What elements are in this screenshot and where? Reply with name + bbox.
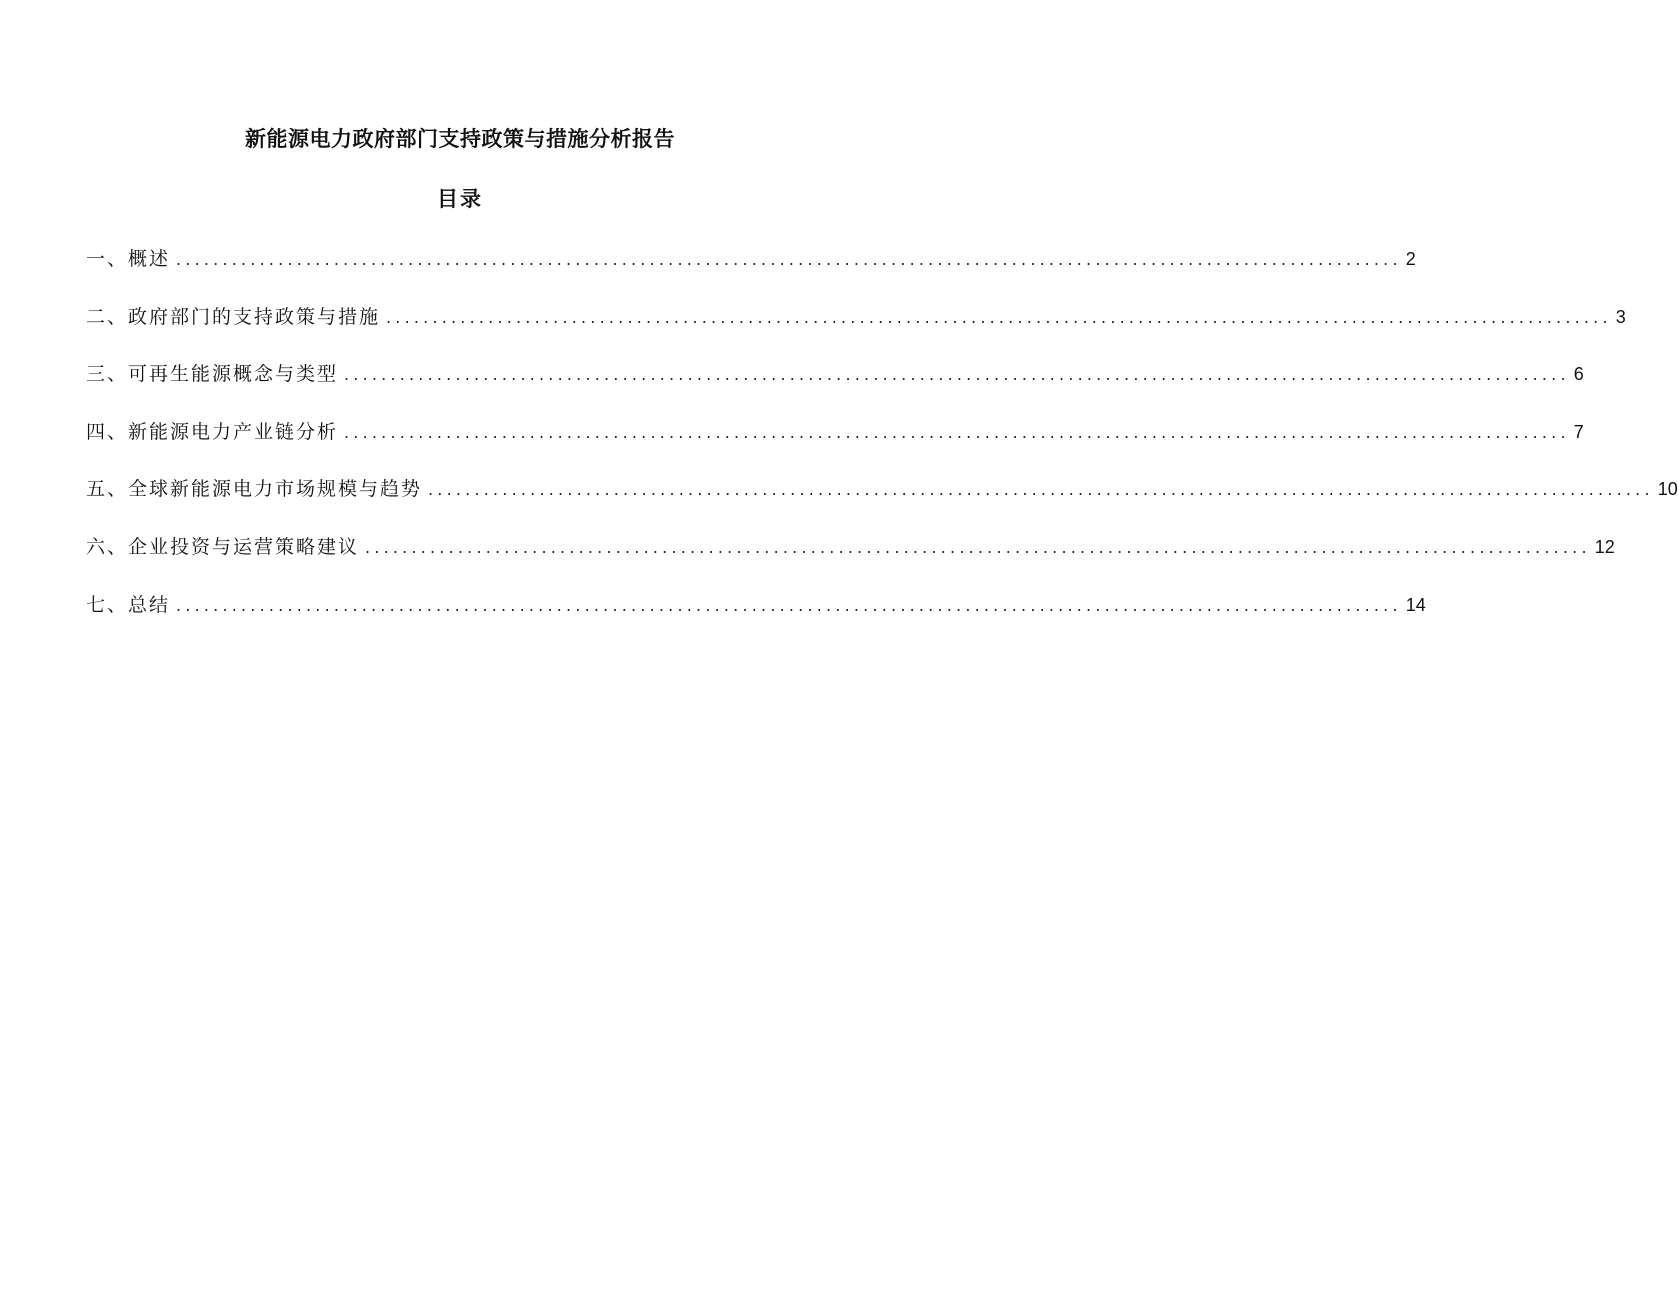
toc-entry-page: 6 [1573,364,1584,385]
toc-entry-global-market[interactable] [86,474,1678,532]
toc-entry-page: 12 [1594,536,1615,557]
toc-dot-leader: .................................................................................................................................... [344,422,1570,442]
toc-entry-label: 二、政府部门的支持政策与措施 [86,305,381,328]
toc-entry-label: 五、全球新能源电力市场规模与趋势 [86,478,423,501]
toc-dot-leader: .................................................................................................................................... [344,365,1570,385]
toc-dot-leader: .................................................................................................................................... [365,537,1591,557]
toc-entry-label: 四、新能源电力产业链分析 [86,420,339,443]
table-of-contents [86,244,1678,647]
toc-dot-leader: .................................................................................................................................... [428,480,1654,500]
toc-entry-investment-strategy[interactable] [86,532,1615,590]
toc-entry-label: 一、概述 [86,248,171,270]
toc-entry-industry-chain[interactable] [86,417,1584,475]
toc-entry-label: 六、企业投资与运营策略建议 [86,535,360,558]
toc-dot-leader: .................................................................................................................................... [176,595,1402,615]
toc-entry-page: 3 [1615,306,1626,327]
toc-entry-label: 三、可再生能源概念与类型 [86,363,339,386]
toc-entry-government-policies[interactable] [86,302,1626,360]
document-title: 新能源电力政府部门支持政策与措施分析报告 [245,126,675,151]
toc-entry-page: 10 [1657,479,1678,500]
toc-entry-page: 7 [1573,421,1584,442]
toc-entry-renewable-concepts[interactable] [86,359,1584,417]
toc-entry-page: 2 [1405,249,1416,269]
toc-entry-summary[interactable] [86,590,1426,648]
toc-dot-leader: .................................................................................................................................... [386,307,1612,327]
toc-entry-label: 七、总结 [86,593,171,616]
toc-heading: 目录 [437,186,483,211]
toc-entry-overview[interactable] [86,244,1416,302]
toc-dot-leader: .................................................................................................................................... [176,250,1402,269]
toc-entry-page: 14 [1405,594,1426,615]
